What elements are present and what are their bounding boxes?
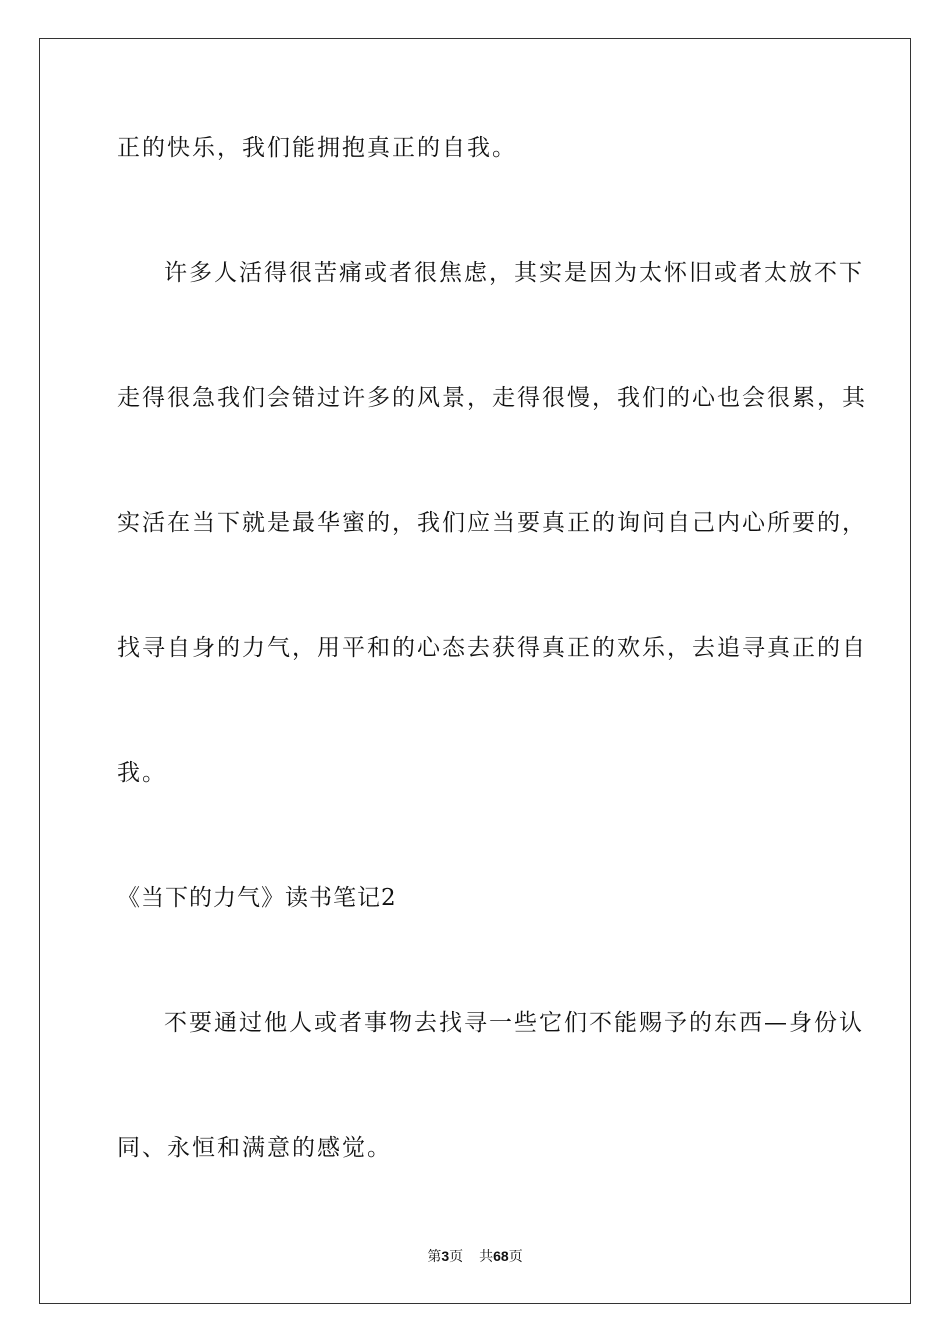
page-total: 68 [493,1248,509,1264]
paragraph-line: 我。 [117,760,167,786]
paragraph-line: 走得很急我们会错过许多的风景，走得很慢，我们的心也会很累，其 [117,385,867,411]
paragraph-line: 正的快乐，我们能拥抱真正的自我。 [117,135,517,161]
section-heading: 《当下的力气》读书笔记2 [117,885,397,911]
page-prefix: 第 [427,1249,442,1265]
paragraph-line: 找寻自身的力气，用平和的心态去获得真正的欢乐，去追寻真正的自 [117,635,867,661]
paragraph-line: 不要通过他人或者事物去找寻一些它们不能赐予的东西—身份认 [164,1010,864,1036]
page-footer [0,1246,950,1267]
paragraph-line: 实活在当下就是最华蜜的，我们应当要真正的询问自己内心所要的， [117,510,867,536]
total-prefix: 共 [479,1249,494,1265]
paragraph-line: 许多人活得很苦痛或者很焦虑，其实是因为太怀旧或者太放不下 [164,260,864,286]
page-frame [39,38,911,1304]
paragraph-line: 同、永恒和满意的感觉。 [117,1135,392,1161]
page-suffix: 页 [449,1249,464,1265]
page-current: 3 [441,1248,450,1264]
total-suffix: 页 [508,1249,523,1265]
